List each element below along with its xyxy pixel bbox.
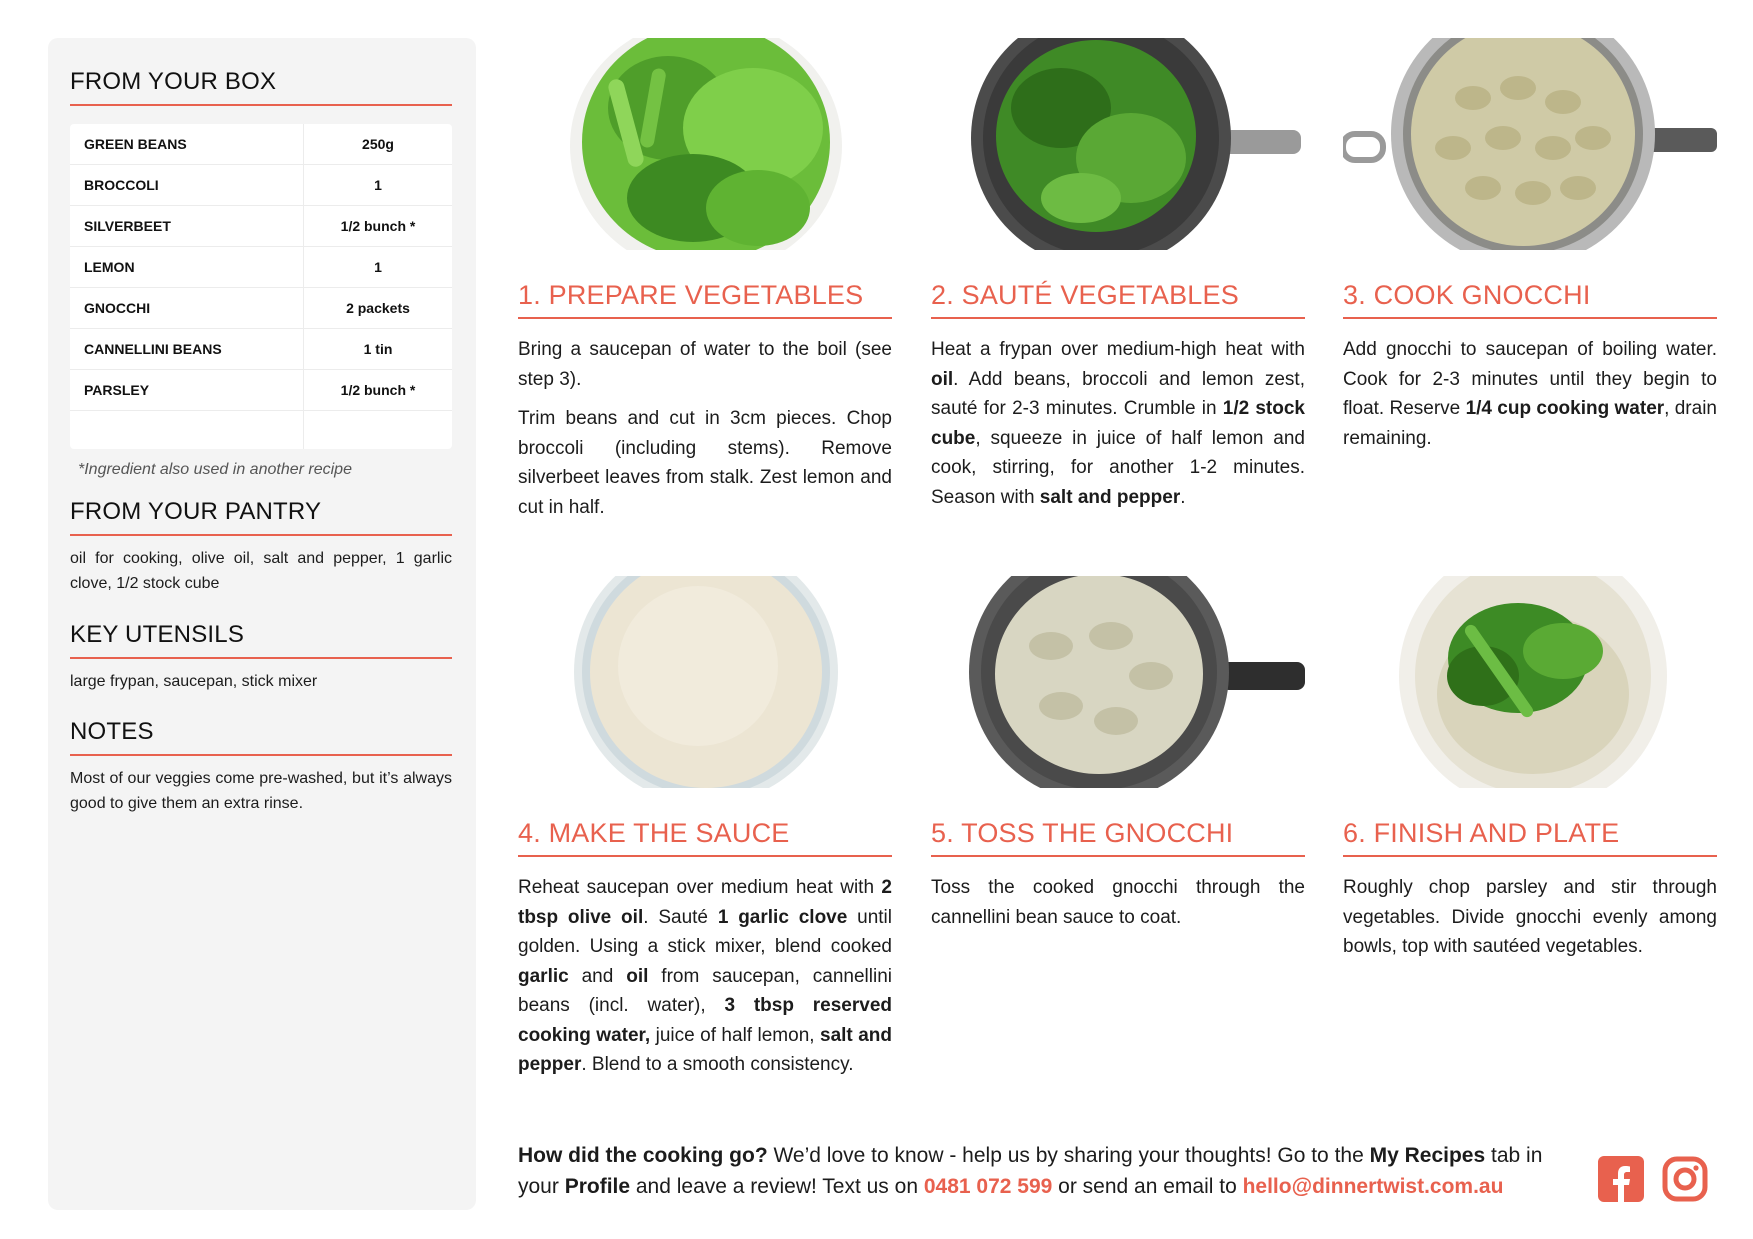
step-2-title: 2. SAUTÉ VEGETABLES bbox=[931, 280, 1305, 319]
bold-text: 2 tbsp olive oil bbox=[518, 877, 892, 928]
bold-text: How did the cooking go? bbox=[518, 1144, 768, 1167]
ingredient-name: CANNELLINI BEANS bbox=[70, 329, 304, 370]
text-segment: , squeeze in juice of half lemon and cook, stirring, for another 1-2 minutes. Season with bbox=[931, 427, 1305, 508]
bold-text: 1/4 cup cooking water bbox=[1465, 398, 1665, 419]
ingredient-name: LEMON bbox=[70, 247, 304, 288]
text-segment: or send an email to bbox=[1052, 1175, 1243, 1198]
step-paragraph bbox=[518, 404, 892, 522]
text-segment: We’d love to know - help us by sharing your thoughts! Go to the bbox=[767, 1144, 1370, 1167]
ingredients-sidebar bbox=[48, 38, 476, 1210]
table-row bbox=[70, 165, 452, 206]
feedback-text bbox=[518, 1144, 1542, 1198]
text-segment: Trim beans and cut in 3cm pieces. Chop broccoli (including stems). Remove silverbeet leaves from stalk. Zest lemon and cut in half. bbox=[518, 408, 892, 518]
bold-text: oil bbox=[626, 965, 649, 987]
ingredient-qty: 250g bbox=[304, 124, 453, 165]
text-segment: . Blend to a smooth consistency. bbox=[581, 1054, 854, 1075]
table-row bbox=[70, 329, 452, 370]
bold-text: salt and pepper bbox=[518, 1024, 892, 1075]
ingredient-footnote: *Ingredient also used in another recipe bbox=[78, 461, 352, 478]
step-5-title: 5. TOSS THE GNOCCHI bbox=[931, 818, 1305, 857]
step-5 bbox=[931, 576, 1305, 942]
text-segment: and bbox=[568, 965, 627, 987]
ingredient-name: GNOCCHI bbox=[70, 288, 304, 329]
text-segment: Heat a frypan over medium-high heat with bbox=[931, 339, 1305, 360]
feedback-footer bbox=[518, 1140, 1578, 1202]
step-3 bbox=[1343, 38, 1717, 463]
gnocchi-colander-icon bbox=[1343, 38, 1717, 250]
step-1 bbox=[518, 38, 892, 532]
step-2 bbox=[931, 38, 1305, 522]
text-segment: , drain remaining. bbox=[1343, 398, 1717, 449]
step-5-body bbox=[931, 873, 1305, 932]
step-2-body bbox=[931, 335, 1305, 512]
text-segment: juice of half lemon, bbox=[650, 1024, 821, 1046]
sauteed-greens-pan-icon bbox=[931, 38, 1305, 250]
step-6-title: 6. FINISH AND PLATE bbox=[1343, 818, 1717, 857]
step-3-body bbox=[1343, 335, 1717, 453]
text-segment: and leave a review! Text us on bbox=[630, 1175, 924, 1198]
step-4 bbox=[518, 576, 892, 1090]
from-your-box-heading: FROM YOUR BOX bbox=[70, 68, 452, 106]
step-1-title: 1. PREPARE VEGETABLES bbox=[518, 280, 892, 319]
text-segment: Reheat saucepan over medium heat with bbox=[518, 877, 882, 898]
chopped-greens-icon bbox=[518, 38, 892, 250]
text-segment: Toss the cooked gnocchi through the cannellini bean sauce to coat. bbox=[931, 877, 1305, 928]
ingredient-qty: 1 tin bbox=[304, 329, 453, 370]
text-segment: Bring a saucepan of water to the boil (see step 3). bbox=[518, 339, 892, 390]
sauce-bowl-icon bbox=[518, 576, 892, 788]
bold-text: 1 garlic clove bbox=[717, 906, 848, 928]
table-row bbox=[70, 288, 452, 329]
step-6-body bbox=[1343, 873, 1717, 962]
pantry-text: oil for cooking, olive oil, salt and pepper, 1 garlic clove, 1/2 stock cube bbox=[70, 550, 452, 592]
bold-text: salt and pepper bbox=[1039, 486, 1181, 508]
ingredient-qty: 1 bbox=[304, 165, 453, 206]
bold-text: oil bbox=[931, 368, 954, 390]
ingredient-name: SILVERBEET bbox=[70, 206, 304, 247]
bold-text: garlic bbox=[518, 965, 569, 987]
ingredient-name: GREEN BEANS bbox=[70, 124, 304, 165]
contact-highlight[interactable]: hello@dinnertwist.com.au bbox=[1242, 1175, 1504, 1198]
text-segment: Roughly chop parsley and stir through vegetables. Divide gnocchi evenly among bowls, top with sautéed vegetables. bbox=[1343, 877, 1717, 957]
step-paragraph bbox=[518, 335, 892, 394]
step-4-body bbox=[518, 873, 892, 1080]
table-row bbox=[70, 124, 452, 165]
key-utensils-heading: KEY UTENSILS bbox=[70, 621, 452, 659]
step-6 bbox=[1343, 576, 1717, 972]
table-row bbox=[70, 247, 452, 288]
ingredient-qty: 1/2 bunch * bbox=[304, 206, 453, 247]
ingredient-qty: 1/2 bunch * bbox=[304, 370, 453, 411]
step-paragraph bbox=[1343, 335, 1717, 453]
from-your-pantry-section bbox=[70, 498, 452, 596]
text-segment: Add gnocchi to saucepan of boiling water. Cook for 2-3 minutes until they begin to float. Reserve bbox=[1343, 339, 1717, 419]
table-row bbox=[70, 370, 452, 411]
from-your-box-section bbox=[70, 68, 452, 479]
plated-dish-icon bbox=[1343, 576, 1717, 788]
from-your-pantry-heading: FROM YOUR PANTRY bbox=[70, 498, 452, 536]
ingredients-table bbox=[70, 124, 452, 449]
bold-text: Profile bbox=[564, 1175, 631, 1198]
step-paragraph bbox=[931, 873, 1305, 932]
contact-highlight[interactable]: 0481 072 599 bbox=[923, 1175, 1053, 1198]
text-segment: . Add beans, broccoli and lemon zest, sauté for 2-3 minutes. Crumble in bbox=[931, 368, 1305, 419]
step-paragraph bbox=[931, 335, 1305, 512]
step-4-title: 4. MAKE THE SAUCE bbox=[518, 818, 892, 857]
instagram-icon[interactable] bbox=[1662, 1156, 1708, 1202]
text-segment: . bbox=[1180, 486, 1186, 508]
notes-text: Most of our veggies come pre-washed, but it’s always good to give them an extra rinse. bbox=[70, 770, 452, 812]
table-row-empty bbox=[70, 411, 452, 450]
ingredient-qty: 1 bbox=[304, 247, 453, 288]
notes-section bbox=[70, 718, 452, 816]
notes-heading: NOTES bbox=[70, 718, 452, 756]
bold-text: 3 tbsp reserved cooking water, bbox=[518, 995, 892, 1046]
facebook-icon[interactable] bbox=[1598, 1156, 1644, 1202]
step-3-title: 3. COOK GNOCCHI bbox=[1343, 280, 1717, 319]
text-segment: tab in your bbox=[518, 1144, 1543, 1198]
utensils-text: large frypan, saucepan, stick mixer bbox=[70, 673, 318, 690]
text-segment: until golden. Using a stick mixer, blend cooked bbox=[518, 906, 892, 957]
ingredient-qty: 2 packets bbox=[304, 288, 453, 329]
text-segment: . Sauté bbox=[643, 906, 718, 928]
empty-cell bbox=[70, 411, 304, 450]
text-segment: from saucepan, cannellini beans (incl. water), bbox=[518, 965, 892, 1016]
gnocchi-pan-icon bbox=[931, 576, 1305, 788]
step-paragraph bbox=[1343, 873, 1717, 962]
table-row bbox=[70, 206, 452, 247]
bold-text: 1/2 stock cube bbox=[931, 398, 1306, 449]
ingredient-name: PARSLEY bbox=[70, 370, 304, 411]
step-paragraph bbox=[518, 873, 892, 1080]
bold-text: My Recipes bbox=[1369, 1144, 1486, 1167]
empty-cell bbox=[304, 411, 453, 450]
ingredient-name: BROCCOLI bbox=[70, 165, 304, 206]
key-utensils-section bbox=[70, 621, 452, 694]
step-1-body bbox=[518, 335, 892, 522]
